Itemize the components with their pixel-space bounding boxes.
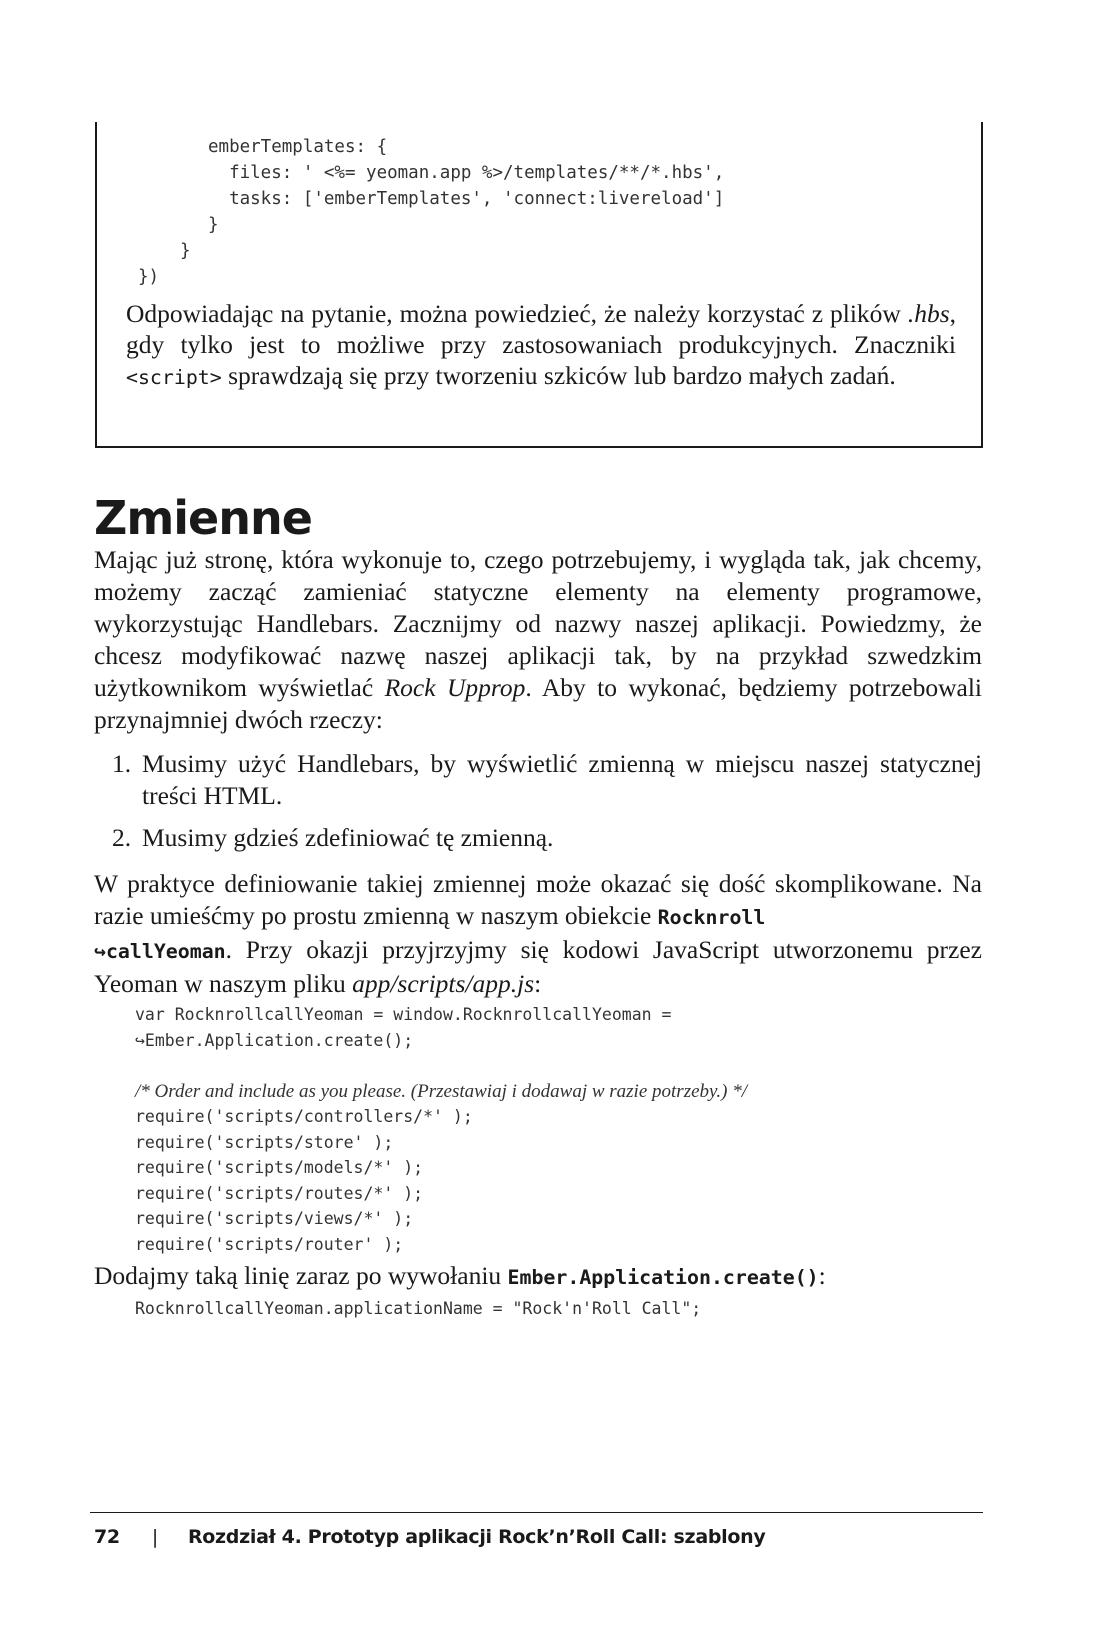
list-item: 2. Musimy gdzieś zdefiniować tę zmienną. bbox=[112, 823, 554, 852]
footer-rule bbox=[90, 1512, 983, 1513]
sidebar-note: Odpowiadając na pytanie, można powiedzieć, że należy korzystać z plików .hbs, gdy tylko jest to możliwe przy zastosowaniach produkcyjnych. Znaczniki <script> sprawdzają się przy tworzeniu szkiców lub bardzo małych zadań. bbox=[126, 299, 956, 390]
paragraph-add-line: Dodajmy taką linię zaraz po wywołaniu Ember.Application.create(): bbox=[94, 1261, 826, 1290]
page-number: 72 bbox=[94, 1526, 120, 1548]
code-line: files: ' <%= yeoman.app %>/templates/**/*.hbs', bbox=[208, 163, 725, 183]
paragraph-intro: Mając już stronę, która wykonuje to, czego potrzebujemy, i wygląda tak, jak chcemy, możemy zacząć zamieniać statyczne elementy na elementy programowe, wykorzystując Handlebars. Zacznijmy od nazwy naszej aplikacji. Powiedzmy, że chcesz modyfikować nazwę naszej aplikacji tak, by na przykład szwedzkim użytkownikom wyświetlać Rock Upprop. Aby to wykonać, będziemy potrzebowali przynajmniej dwóch rzeczy: bbox=[94, 545, 983, 734]
sidebar-code bbox=[138, 134, 724, 290]
requirements-list bbox=[104, 748, 982, 854]
code-block-app-js: var RocknrollcallYeoman = window.RocknrollcallYeoman = ↪Ember.Application.create(); /* Order and include as you please. (Przestawiaj i dodawaj w razie potrzeby.) */ require('scripts/controllers/*' ); require('scripts/store' ); require('scripts/models/*' ); require('scripts/routes/*' ); require('scripts/views/*' ); require('scripts/router' ); bbox=[135, 1005, 748, 1254]
code-line: tasks: ['emberTemplates', 'connect:livereload'] bbox=[208, 189, 725, 209]
chapter-title: Rozdział 4. Prototyp aplikacji Rock’n’Roll Call: szablony bbox=[187, 1526, 766, 1548]
code-line: emberTemplates: { bbox=[208, 137, 388, 157]
code-line: } bbox=[180, 241, 191, 261]
section-heading: Zmienne bbox=[94, 491, 312, 545]
list-item: 1. Musimy użyć Handlebars, by wyświetlić zmienną w miejscu naszej statycznej treści HTML. bbox=[112, 749, 982, 810]
footer-separator: | bbox=[151, 1526, 158, 1548]
page-footer bbox=[94, 1526, 765, 1548]
sidebar-box bbox=[95, 122, 983, 448]
code-line: }) bbox=[138, 267, 160, 287]
code-line: } bbox=[208, 215, 219, 235]
code-block-application-name: RocknrollcallYeoman.applicationName = "Rock'n'Roll Call"; bbox=[135, 1299, 702, 1318]
paragraph-definition: W praktyce definiowanie takiej zmiennej może okazać się dość skomplikowane. Na razie umieśćmy po prostu zmienną w naszym obiekcie Rocknroll ↪callYeoman. Przy okazji przyjrzyjmy się kodowi JavaScript utworzonemu przez Yeoman w naszym pliku app/scripts/app.js: bbox=[94, 869, 982, 998]
